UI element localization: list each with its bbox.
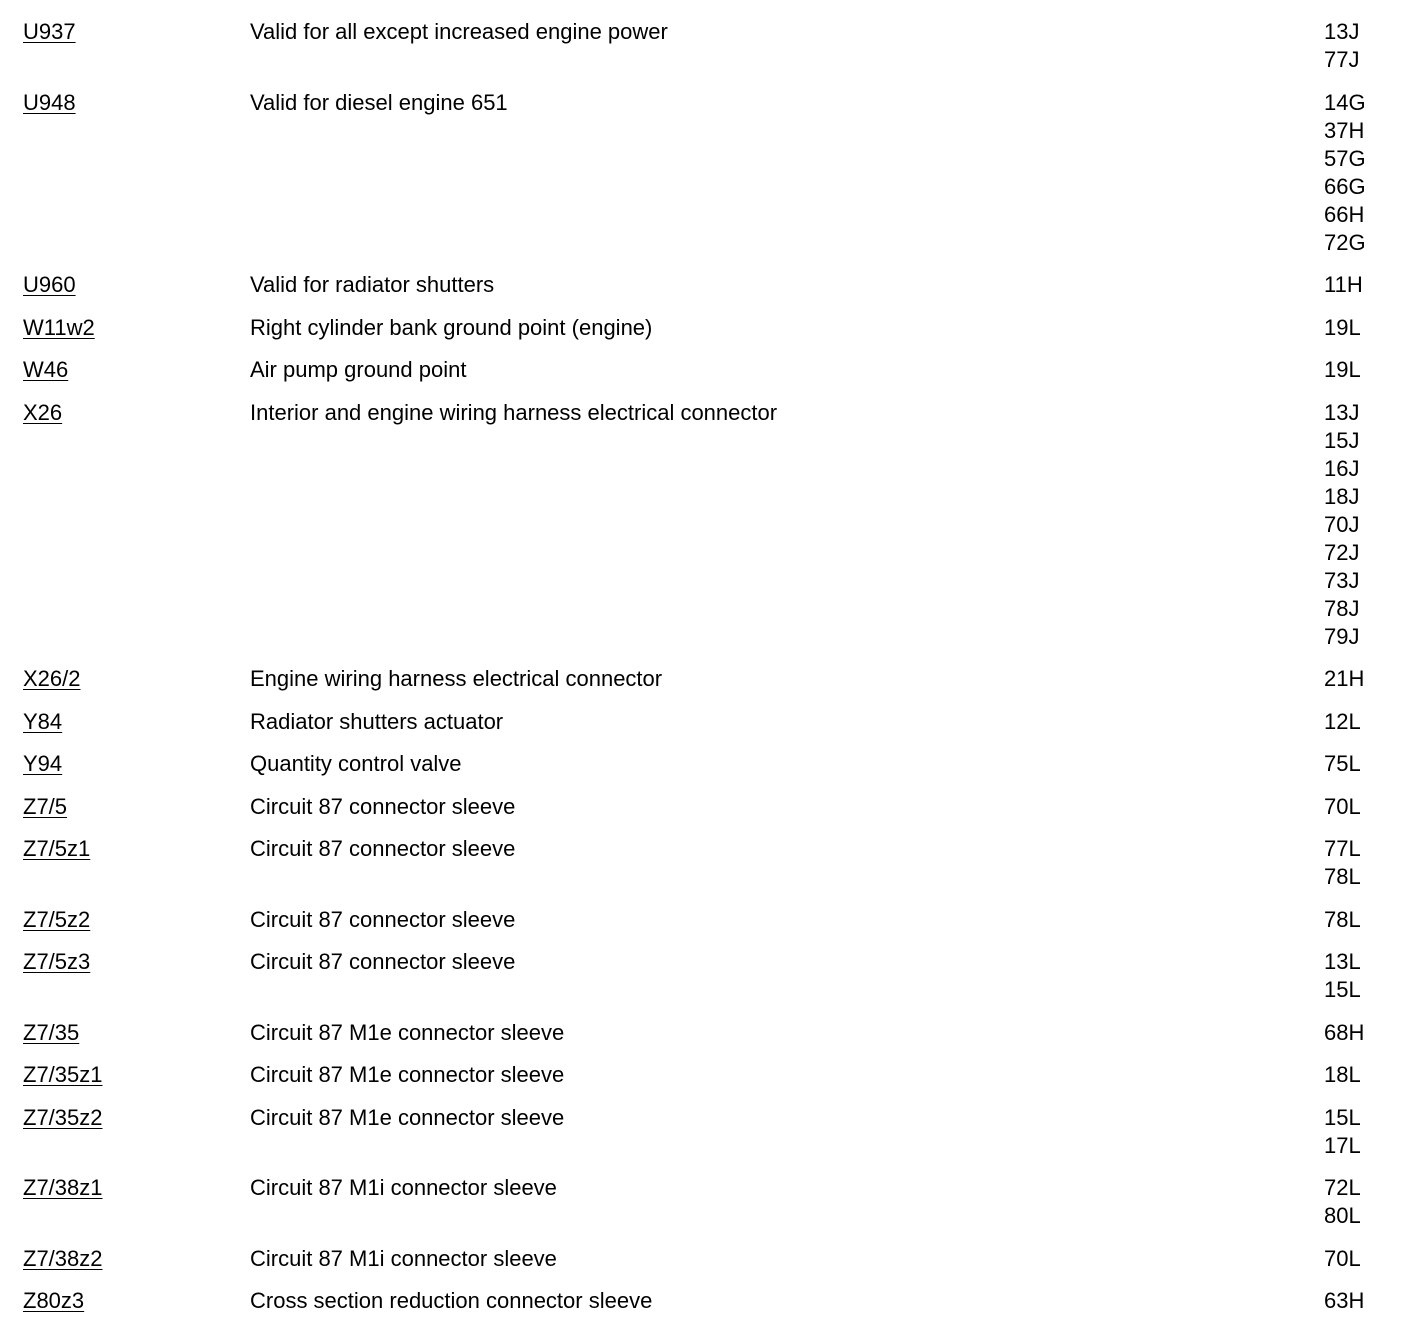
table-row [0,708,1408,736]
grid-reference: 72L [1324,1175,1361,1200]
table-row [0,1245,1408,1273]
table-row [0,18,1408,74]
component-description: Circuit 87 connector sleeve [250,949,516,974]
grid-reference: 13J [1324,19,1360,44]
grid-reference: 63H [1324,1288,1365,1313]
grid-reference-list [1324,1061,1384,1089]
component-code-link[interactable]: Z7/38z2 [23,1245,103,1271]
grid-reference: 78L [1324,906,1361,932]
component-code-link[interactable]: Z80z3 [23,1288,85,1313]
component-code-link[interactable]: U960 [23,272,76,297]
grid-reference-list [1324,356,1384,384]
grid-reference: 70J [1324,511,1360,537]
grid-reference: 79J [1324,623,1360,649]
table-row [0,1174,1408,1230]
component-code-link[interactable]: Z7/38z1 [23,1175,103,1200]
grid-reference: 37H [1324,117,1365,143]
component-description: Circuit 87 M1i connector sleeve [250,1175,557,1200]
table-row [0,750,1408,778]
table-row [0,906,1408,934]
grid-reference: 13L [1324,949,1361,974]
component-code-link[interactable]: Z7/5 [23,793,68,819]
component-description: Radiator shutters actuator [250,708,504,734]
grid-reference: 78J [1324,595,1360,621]
grid-reference-list [1324,399,1384,651]
grid-reference-list [1324,1104,1384,1160]
table-row [0,665,1408,693]
grid-reference-list [1324,1245,1384,1273]
component-legend-table [0,18,1408,1330]
grid-reference: 78L [1324,864,1361,889]
component-description: Engine wiring harness electrical connector [250,666,663,691]
grid-reference-list [1324,1019,1384,1047]
component-description: Right cylinder bank ground point (engine) [250,314,653,340]
grid-reference: 13J [1324,399,1360,425]
table-row [0,1061,1408,1089]
component-code-link[interactable]: Y94 [23,751,63,776]
grid-reference: 57G [1324,145,1366,171]
grid-reference: 68H [1324,1019,1365,1045]
grid-reference-list [1324,1174,1384,1230]
grid-reference: 19L [1324,357,1361,382]
grid-reference: 11H [1324,272,1363,297]
grid-reference: 77L [1324,836,1361,861]
component-description: Valid for all except increased engine power [250,19,668,44]
grid-reference: 15J [1324,427,1360,453]
component-code-link[interactable]: Z7/35z2 [23,1104,103,1130]
grid-reference: 16J [1324,455,1360,481]
grid-reference-list [1324,665,1384,693]
grid-reference: 15L [1324,977,1361,1002]
table-row [0,271,1408,299]
grid-reference: 21H [1324,666,1365,691]
grid-reference-list [1324,750,1384,778]
table-row [0,314,1408,342]
grid-reference-list [1324,906,1384,934]
component-code-link[interactable]: Z7/35z1 [23,1062,103,1087]
component-code-link[interactable]: X26/2 [23,666,81,691]
table-row [0,948,1408,1004]
grid-reference: 70L [1324,1245,1361,1271]
grid-reference-list [1324,708,1384,736]
grid-reference: 18J [1324,483,1360,509]
grid-reference: 72G [1324,229,1366,255]
grid-reference-list [1324,835,1384,891]
grid-reference: 17L [1324,1132,1361,1158]
table-row [0,1104,1408,1160]
table-row [0,835,1408,891]
table-row [0,356,1408,384]
component-code-link[interactable]: Z7/35 [23,1019,80,1045]
component-description: Circuit 87 connector sleeve [250,906,516,932]
component-description: Valid for radiator shutters [250,272,495,297]
table-row [0,399,1408,651]
component-description: Interior and engine wiring harness electrical connector [250,399,778,425]
grid-reference: 75L [1324,751,1361,776]
grid-reference-list [1324,793,1384,821]
component-code-link[interactable]: U937 [23,19,76,44]
grid-reference-list [1324,314,1384,342]
grid-reference: 80L [1324,1203,1361,1228]
grid-reference: 15L [1324,1104,1361,1130]
component-description: Valid for diesel engine 651 [250,89,508,115]
component-description: Air pump ground point [250,357,467,382]
grid-reference-list [1324,18,1384,74]
component-code-link[interactable]: Z7/5z2 [23,906,91,932]
grid-reference: 66G [1324,173,1366,199]
component-code-link[interactable]: Y84 [23,708,63,734]
grid-reference-list [1324,271,1384,299]
grid-reference: 66H [1324,201,1365,227]
grid-reference-list [1324,948,1384,1004]
grid-reference: 73J [1324,567,1360,593]
table-row [0,89,1408,257]
grid-reference: 70L [1324,793,1361,819]
grid-reference: 72J [1324,539,1360,565]
component-description: Circuit 87 connector sleeve [250,793,516,819]
component-code-link[interactable]: Z7/5z1 [23,836,91,861]
component-description: Circuit 87 M1e connector sleeve [250,1019,565,1045]
component-description: Quantity control valve [250,751,462,776]
grid-reference: 14G [1324,89,1366,115]
component-description: Circuit 87 M1i connector sleeve [250,1245,557,1271]
component-code-link[interactable]: W46 [23,357,69,382]
table-row [0,1019,1408,1047]
grid-reference-list [1324,89,1384,257]
grid-reference: 18L [1324,1062,1361,1087]
component-description: Circuit 87 M1e connector sleeve [250,1062,565,1087]
table-row [0,1287,1408,1315]
component-code-link[interactable]: W11w2 [23,314,95,340]
table-row [0,793,1408,821]
component-code-link[interactable]: X26 [23,399,63,425]
grid-reference: 77J [1324,47,1360,72]
component-description: Cross section reduction connector sleeve [250,1288,653,1313]
component-description: Circuit 87 connector sleeve [250,836,516,861]
grid-reference: 19L [1324,314,1361,340]
grid-reference: 12L [1324,708,1361,734]
component-description: Circuit 87 M1e connector sleeve [250,1104,565,1130]
grid-reference-list [1324,1287,1384,1315]
component-code-link[interactable]: Z7/5z3 [23,949,91,974]
component-code-link[interactable]: U948 [23,89,76,115]
